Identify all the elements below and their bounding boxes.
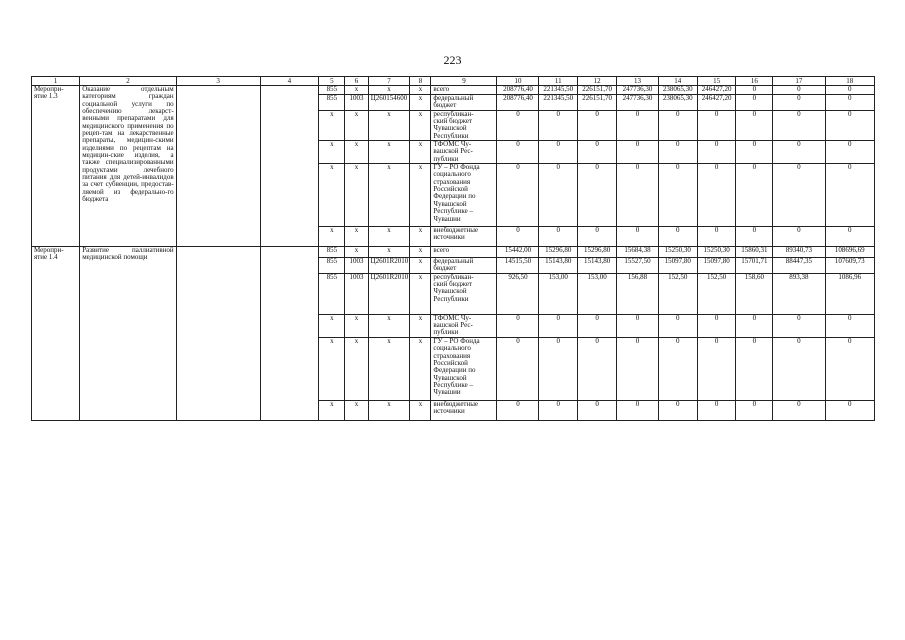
measure-description: Оказание отдельным категориям граждан социальной услуги по обеспечению лекарст-венными препаратами для медицинского применения по рецеп-там на лекарственные препараты, медицин-скими изделиями по рецептам на медицин-ские изделия, а также специализированными продуктами лечебного питания для детей-инвалидов за счет субвенции, предостав-ляемой из федерально-го бюджета	[80, 86, 176, 247]
table-cell: 0	[578, 227, 617, 247]
table-cell: 0	[497, 110, 539, 140]
funding-source-cell: внебюджетные источники	[431, 400, 497, 420]
table-cell: 0	[658, 227, 697, 247]
table-cell: 0	[658, 110, 697, 140]
table-cell: x	[368, 164, 410, 227]
table-cell: 0	[773, 314, 825, 337]
table-cell: x	[368, 400, 410, 420]
empty-cell-col4	[260, 86, 319, 247]
table-cell: x	[345, 86, 368, 95]
table-cell: 0	[736, 110, 773, 140]
column-number: 12	[578, 77, 617, 86]
empty-cell-col3	[176, 86, 260, 247]
table-cell: 0	[825, 400, 874, 420]
table-cell: 15296,80	[578, 247, 617, 258]
table-cell: x	[410, 164, 431, 227]
column-number: 3	[176, 77, 260, 86]
table-cell: x	[319, 314, 345, 337]
table-cell: 0	[773, 227, 825, 247]
table-cell: 0	[658, 400, 697, 420]
table-cell: 0	[578, 400, 617, 420]
table-cell: 0	[658, 314, 697, 337]
table-cell: 0	[736, 400, 773, 420]
table-cell: 1003	[345, 273, 368, 314]
table-cell: x	[368, 86, 410, 95]
funding-source-cell: федеральный бюджет	[431, 258, 497, 274]
table-cell: 0	[658, 337, 697, 400]
funding-source-cell: ГУ – РО Фонда социального страхования Российской Федерации по Чувашской Республике – Чувашии	[431, 164, 497, 227]
table-cell: 0	[736, 314, 773, 337]
column-number: 13	[616, 77, 658, 86]
table-cell: 0	[736, 227, 773, 247]
table-cell: x	[345, 400, 368, 420]
table-cell: 855	[319, 95, 345, 111]
table-cell: 0	[539, 141, 578, 164]
table-cell: 247736,30	[616, 86, 658, 95]
funding-source-cell: республикан- ский бюджет Чувашской Республики	[431, 110, 497, 140]
funding-source-cell: ГУ – РО Фонда социального страхования Российской Федерации по Чувашской Республике – Чувашии	[431, 337, 497, 400]
table-cell: 855	[319, 86, 345, 95]
table-cell: 0	[616, 337, 658, 400]
table-cell: 15442,00	[497, 247, 539, 258]
table-cell: x	[319, 164, 345, 227]
table-cell: 0	[773, 141, 825, 164]
measure-label: Меропри- ятие 1.3	[32, 86, 80, 247]
table-cell: 238065,30	[658, 95, 697, 111]
table-cell: x	[368, 141, 410, 164]
table-cell: x	[345, 110, 368, 140]
table-cell: 15527,50	[616, 258, 658, 274]
table-cell: 15250,30	[658, 247, 697, 258]
table-cell: 246427,20	[697, 95, 736, 111]
table-cell: x	[345, 164, 368, 227]
table-cell: 15701,71	[736, 258, 773, 274]
table-cell: 0	[578, 110, 617, 140]
column-number: 11	[539, 77, 578, 86]
table-cell: 15097,80	[697, 258, 736, 274]
table-cell: x	[410, 258, 431, 274]
table-cell: x	[410, 86, 431, 95]
table-cell: 0	[497, 164, 539, 227]
table-cell: 0	[616, 400, 658, 420]
table-cell: 0	[825, 164, 874, 227]
table-cell: 0	[697, 227, 736, 247]
table-cell: x	[368, 227, 410, 247]
column-number: 16	[736, 77, 773, 86]
table-cell: 0	[825, 227, 874, 247]
table-cell: 0	[497, 400, 539, 420]
table-cell: 0	[578, 314, 617, 337]
table-cell: 926,50	[497, 273, 539, 314]
table-cell: 15296,80	[539, 247, 578, 258]
table-cell: x	[410, 337, 431, 400]
table-cell: 0	[773, 164, 825, 227]
table-cell: 0	[773, 95, 825, 111]
column-number: 8	[410, 77, 431, 86]
table-cell: x	[319, 337, 345, 400]
table-cell: 0	[697, 164, 736, 227]
table-cell: 0	[497, 314, 539, 337]
table-cell: 1003	[345, 95, 368, 111]
table-cell: 15250,30	[697, 247, 736, 258]
table-cell: x	[319, 110, 345, 140]
table-cell: 0	[697, 314, 736, 337]
table-cell: 0	[578, 337, 617, 400]
table-cell: 0	[736, 141, 773, 164]
funding-source-cell: всего	[431, 247, 497, 258]
table-cell: 0	[773, 400, 825, 420]
table-cell: 226151,70	[578, 86, 617, 95]
table-cell: 15097,80	[658, 258, 697, 274]
table-cell: 855	[319, 273, 345, 314]
column-number-row	[32, 77, 875, 86]
table-cell: 0	[539, 110, 578, 140]
table-cell: 238065,30	[658, 86, 697, 95]
table-cell: x	[410, 247, 431, 258]
funding-source-cell: ТФОМС Чу- вашской Рес- публики	[431, 141, 497, 164]
measure-description: Развитие паллиативной медицинской помощи	[80, 247, 176, 421]
table-cell: 208776,40	[497, 86, 539, 95]
table-cell: 108696,69	[825, 247, 874, 258]
table-cell: Ц260154600	[368, 95, 410, 111]
table-cell: 153,00	[578, 273, 617, 314]
table-cell: 89340,73	[773, 247, 825, 258]
empty-cell-col3	[176, 247, 260, 421]
table-cell: 0	[539, 227, 578, 247]
table-cell: 0	[658, 141, 697, 164]
table-cell: 0	[497, 337, 539, 400]
table-cell: 1086,96	[825, 273, 874, 314]
table-cell: 0	[616, 141, 658, 164]
table-cell: 0	[497, 227, 539, 247]
table-cell: 0	[773, 86, 825, 95]
column-number: 18	[825, 77, 874, 86]
funding-source-cell: внебюджетные источники	[431, 227, 497, 247]
table-cell: 0	[773, 110, 825, 140]
table-cell: 1003	[345, 258, 368, 274]
table-body	[32, 86, 875, 421]
table-cell: 0	[497, 141, 539, 164]
table-cell: x	[410, 95, 431, 111]
table-cell: 226151,70	[578, 95, 617, 111]
measure-label: Меропри- ятие 1.4	[32, 247, 80, 421]
table-cell: 0	[697, 141, 736, 164]
table-cell: 0	[697, 400, 736, 420]
table-cell: 0	[825, 141, 874, 164]
column-number: 15	[697, 77, 736, 86]
table-cell: 0	[736, 86, 773, 95]
table-cell: 0	[616, 227, 658, 247]
table-cell: 152,50	[697, 273, 736, 314]
column-number: 6	[345, 77, 368, 86]
table-cell: x	[410, 400, 431, 420]
table-cell: x	[410, 141, 431, 164]
table-cell: 0	[697, 337, 736, 400]
table-cell: 246427,20	[697, 86, 736, 95]
table-cell: 0	[616, 164, 658, 227]
funding-source-cell: ТФОМС Чу- вашской Рес- публики	[431, 314, 497, 337]
table-cell: x	[368, 314, 410, 337]
table-cell: 15684,38	[616, 247, 658, 258]
funding-source-cell: всего	[431, 86, 497, 95]
empty-cell-col4	[260, 247, 319, 421]
table-cell: 107609,73	[825, 258, 874, 274]
column-number: 14	[658, 77, 697, 86]
table-cell: 0	[539, 400, 578, 420]
table-cell: x	[410, 273, 431, 314]
table-cell: x	[410, 110, 431, 140]
table-cell: 0	[616, 314, 658, 337]
table-cell: 0	[539, 164, 578, 227]
table-cell: x	[345, 247, 368, 258]
table-cell: 0	[616, 110, 658, 140]
table-cell: 893,38	[773, 273, 825, 314]
table-cell: x	[368, 337, 410, 400]
table-cell: Ц2601R2010	[368, 273, 410, 314]
table-row	[32, 247, 875, 258]
table-cell: 0	[825, 337, 874, 400]
column-number: 17	[773, 77, 825, 86]
table-cell: x	[345, 227, 368, 247]
table-cell: 221345,50	[539, 95, 578, 111]
table-cell: 0	[736, 337, 773, 400]
table-cell: 0	[578, 141, 617, 164]
table-cell: Ц2601R2010	[368, 258, 410, 274]
table-cell: x	[345, 141, 368, 164]
table-cell: 0	[736, 95, 773, 111]
table-cell: 0	[825, 95, 874, 111]
table-cell: 158,60	[736, 273, 773, 314]
column-number: 4	[260, 77, 319, 86]
table-cell: x	[410, 314, 431, 337]
table-cell: 15860,31	[736, 247, 773, 258]
table-cell: 247736,30	[616, 95, 658, 111]
table-cell: 855	[319, 247, 345, 258]
table-cell: 208776,40	[497, 95, 539, 111]
table-cell: x	[410, 227, 431, 247]
table-cell: x	[368, 247, 410, 258]
table-cell: 0	[825, 86, 874, 95]
column-number: 9	[431, 77, 497, 86]
table-cell: 0	[539, 314, 578, 337]
column-number: 1	[32, 77, 80, 86]
table-cell: 0	[539, 337, 578, 400]
table-cell: 0	[697, 110, 736, 140]
table-cell: x	[368, 110, 410, 140]
table-cell: 855	[319, 258, 345, 274]
column-number: 7	[368, 77, 410, 86]
table-cell: x	[319, 400, 345, 420]
table-cell: 0	[825, 110, 874, 140]
funding-source-cell: федеральный бюджет	[431, 95, 497, 111]
table-cell: 14515,50	[497, 258, 539, 274]
funding-source-cell: республикан- ский бюджет Чувашской Республики	[431, 273, 497, 314]
table-cell: 156,88	[616, 273, 658, 314]
column-number: 5	[319, 77, 345, 86]
table-cell: 0	[578, 164, 617, 227]
table-row	[32, 86, 875, 95]
table-cell: x	[345, 337, 368, 400]
table-cell: 88447,35	[773, 258, 825, 274]
table-cell: x	[319, 227, 345, 247]
table-cell: 0	[658, 164, 697, 227]
table-cell: 15143,80	[539, 258, 578, 274]
table-cell: 15143,80	[578, 258, 617, 274]
budget-table	[31, 76, 875, 421]
table-cell: 0	[736, 164, 773, 227]
table-cell: 0	[773, 337, 825, 400]
table-cell: 221345,50	[539, 86, 578, 95]
column-number: 2	[80, 77, 176, 86]
table-cell: 153,00	[539, 273, 578, 314]
table-cell: x	[345, 314, 368, 337]
table-cell: x	[319, 141, 345, 164]
column-number: 10	[497, 77, 539, 86]
page-number: 223	[443, 53, 462, 67]
table-cell: 0	[825, 314, 874, 337]
table-cell: 152,50	[658, 273, 697, 314]
